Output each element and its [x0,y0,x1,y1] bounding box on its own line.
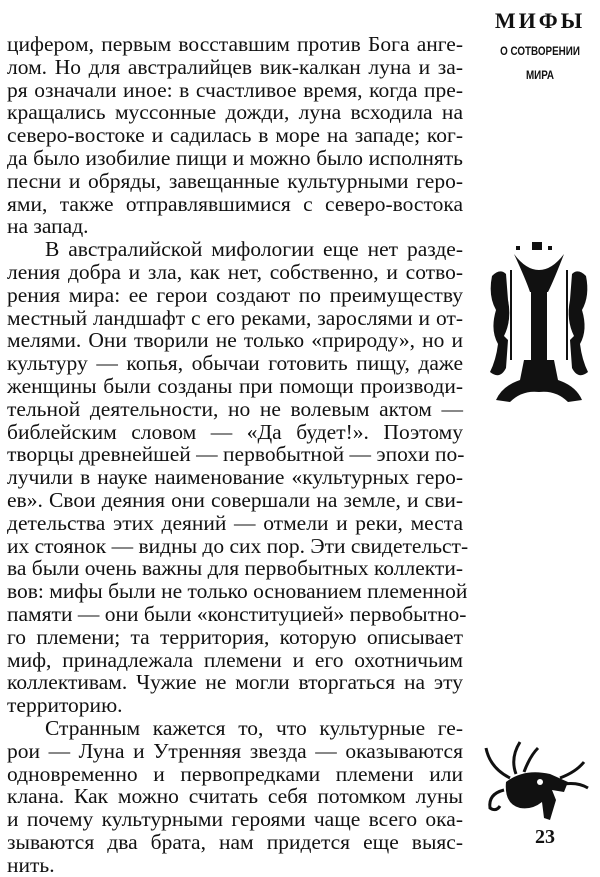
text-line: Странным кажется то, что культурные ге- [45,715,463,740]
text-line: ления добра и зла, как нет, собственно, и сотво- [7,259,463,284]
text-line: ями, также отправлявшимися с северо-востока [7,191,463,216]
text-line: вов: мифы были не только основанием племенной [7,579,468,604]
running-title: МИФЫ [494,8,586,33]
text-line: да было изобилие пищи и можно было исполнять [7,145,463,170]
text-line: библейским словом — «Да будет!». Поэтому [7,419,463,444]
text-line: памяти — они были «конституцией» первобытно- [7,601,467,626]
text-line: коллективам. Чужие не могли вторгаться на эту [7,670,463,695]
body-text [7,32,469,877]
text-line: лом. Но для австралийцев вик-калкан луна и за- [7,54,463,79]
text-line: миф, принадлежала племени и его охотничьим [7,647,463,672]
text-line: на запад. [7,214,89,239]
text-line: ев». Свои деяния они совершали на земле, и сви- [7,487,463,512]
text-line: лучили в науке наименование «культурных геро- [7,465,463,490]
text-line: В австралийской мифологии еще нет разде- [45,237,463,262]
dragon-head-ornament-icon [480,738,592,826]
text-line: их стоянок — видны до сих пор. Эти свидетельст- [7,533,469,558]
text-line: северо-востоке и садилась в море на западе; ког- [7,123,463,148]
text-line: культуру — копья, обычаи готовить пищу, даже [7,351,463,376]
text-line: мелями. Они творили не только «природу», но и [7,328,463,353]
text-line: нить. [7,852,55,877]
text-line: местный ландшафт с его реками, зарослями и от- [7,305,463,330]
text-line: го племени; та территория, которую описывает [7,624,463,649]
text-line: ва были очень важны для первобытных коллекти- [7,556,463,581]
text-line: одновременно и первопредками племени или [7,761,463,786]
text-line: кращались муссонные дожди, луна всходила на [7,100,463,125]
text-line: рения мира: ее герои создают по преимуществу [7,282,463,307]
text-line: клана. Как можно считать себя потомком луны [7,784,463,809]
text-line: творцы древнейшей — первобытной — эпохи по- [7,442,465,467]
text-line: детельства этих деяний — отмели и реки, места [7,510,463,535]
running-subtitle-line1: О СОТВОРЕНИИ [500,44,580,58]
text-line: ря означали иное: в счастливое время, когда пре- [7,77,463,102]
text-line: и почему культурными героями чаще всего ока- [7,807,463,832]
text-line: рои — Луна и Утренняя звезда — оказываются [7,738,463,763]
text-line: зываются два брата, нам придется еще выяс- [7,829,463,854]
text-line: тельной деятельности, но не волевым актом — [7,396,463,421]
page-number: 23 [535,826,555,848]
text-line: женщины были созданы при помощи производи- [7,373,463,398]
mythical-figure-ornament-icon [486,240,592,406]
text-line: песни и обряды, завещанные культурными геро- [7,168,463,193]
text-line: циферoм, первым восставшим против Бога анге- [7,32,463,56]
text-line: территорию. [7,693,123,718]
running-subtitle-line2: МИРА [525,68,555,82]
